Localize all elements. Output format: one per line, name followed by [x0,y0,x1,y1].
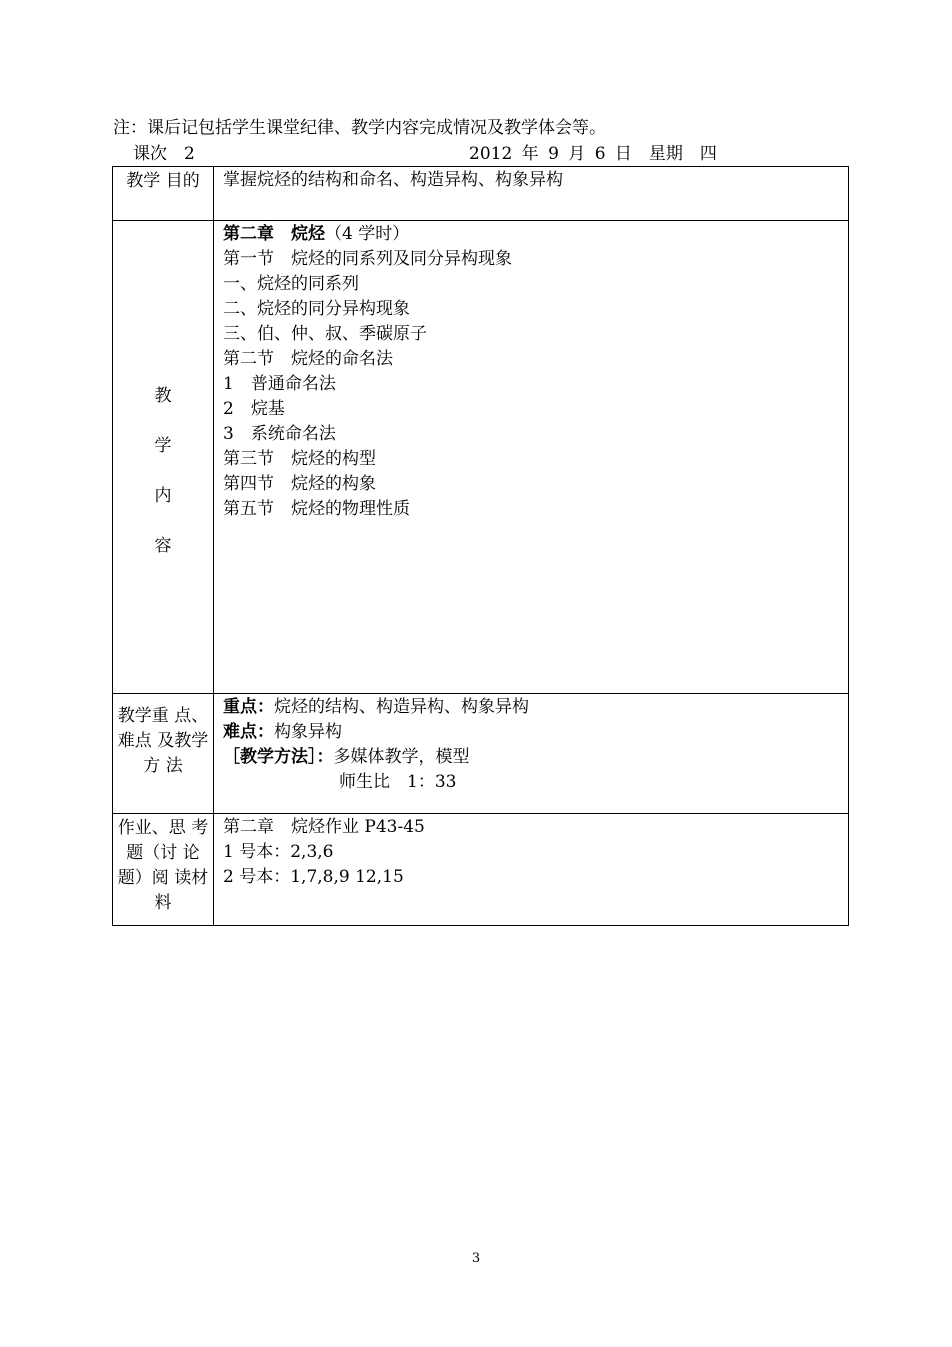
method-label: ［教学方法］： [223,747,334,767]
label-line: 目的 [165,171,200,191]
content-line: 三、伯、仲、叔、季碳原子 [223,324,427,344]
note-line: 注：课后记包括学生课堂纪律、教学内容完成情况及教学体会等。 [113,118,606,138]
content-line: 1 普通命名法 [223,374,336,394]
difficulty-line [223,720,839,745]
method-line [223,745,839,770]
lesson-date: 2012 年 9 月 6 日 星期 四 [469,144,717,164]
ratio-text: 师生比 1：33 [339,772,457,792]
page-number: 3 [471,1251,481,1266]
content-row [113,220,848,693]
label-line: 法 [165,756,183,776]
lesson-number: 课次 2 [133,144,195,164]
content-line: 第二节 烷烃的命名法 [223,349,393,369]
homework-line: 1 号本：2,3,6 [223,842,334,862]
objectives-text: 掌握烷烃的结构和命名、构造异构、构象异构 [223,170,563,190]
focus-label: 重点： [223,697,274,717]
homework-label [113,814,214,925]
label-char: 容 [154,536,172,556]
key-points-row [113,693,848,813]
label-line: 教学 [126,171,161,191]
content-line: 第五节 烷烃的物理性质 [223,499,410,519]
homework-row [113,813,848,925]
label-line: 点、难点 [117,706,209,751]
difficulty-text: 构象异构 [274,722,342,742]
homework-line: 2 号本：1,7,8,9 12,15 [223,867,404,887]
content-body [214,221,848,693]
label-char: 教 [154,386,172,406]
content-line: 二、烷烃的同分异构现象 [223,299,410,319]
content-line: 第四节 烷烃的构象 [223,474,376,494]
content-label [113,221,214,693]
chapter-title-bold: 第二章 烷烃 [223,224,325,244]
content-line: 第三节 烷烃的构型 [223,449,376,469]
label-line: 论题）阅 [117,843,200,888]
label-line: 读材料 [154,868,209,913]
label-line: 及教学方 [143,731,209,776]
focus-line [223,695,839,720]
difficulty-label: 难点： [223,722,274,742]
objectives-row [113,167,848,220]
chapter-hours: （4 学时） [325,224,410,244]
content-line: 2 烷基 [223,399,285,419]
focus-text: 烷烃的结构、构造异构、构象异构 [274,697,529,717]
key-points-label [113,694,214,813]
chapter-title [223,222,839,247]
content-line: 一、烷烃的同系列 [223,274,359,294]
content-line: 第一节 烷烃的同系列及同分异构现象 [223,249,512,269]
key-points-content [214,694,848,813]
lesson-plan-table [112,166,849,926]
label-line: 考题（讨 [126,818,209,863]
label-char: 内 [154,486,172,506]
content-line: 3 系统命名法 [223,424,336,444]
label-char: 学 [154,436,172,456]
lesson-header [113,143,849,165]
label-line: 作业、思 [117,818,186,838]
label-line: 教学重 [117,706,169,726]
method-text: 多媒体教学，模型 [333,747,470,767]
objectives-label [113,167,214,220]
homework-line: 第二章 烷烃作业 P43-45 [223,817,425,837]
homework-content [214,814,848,925]
objectives-content [214,167,848,220]
